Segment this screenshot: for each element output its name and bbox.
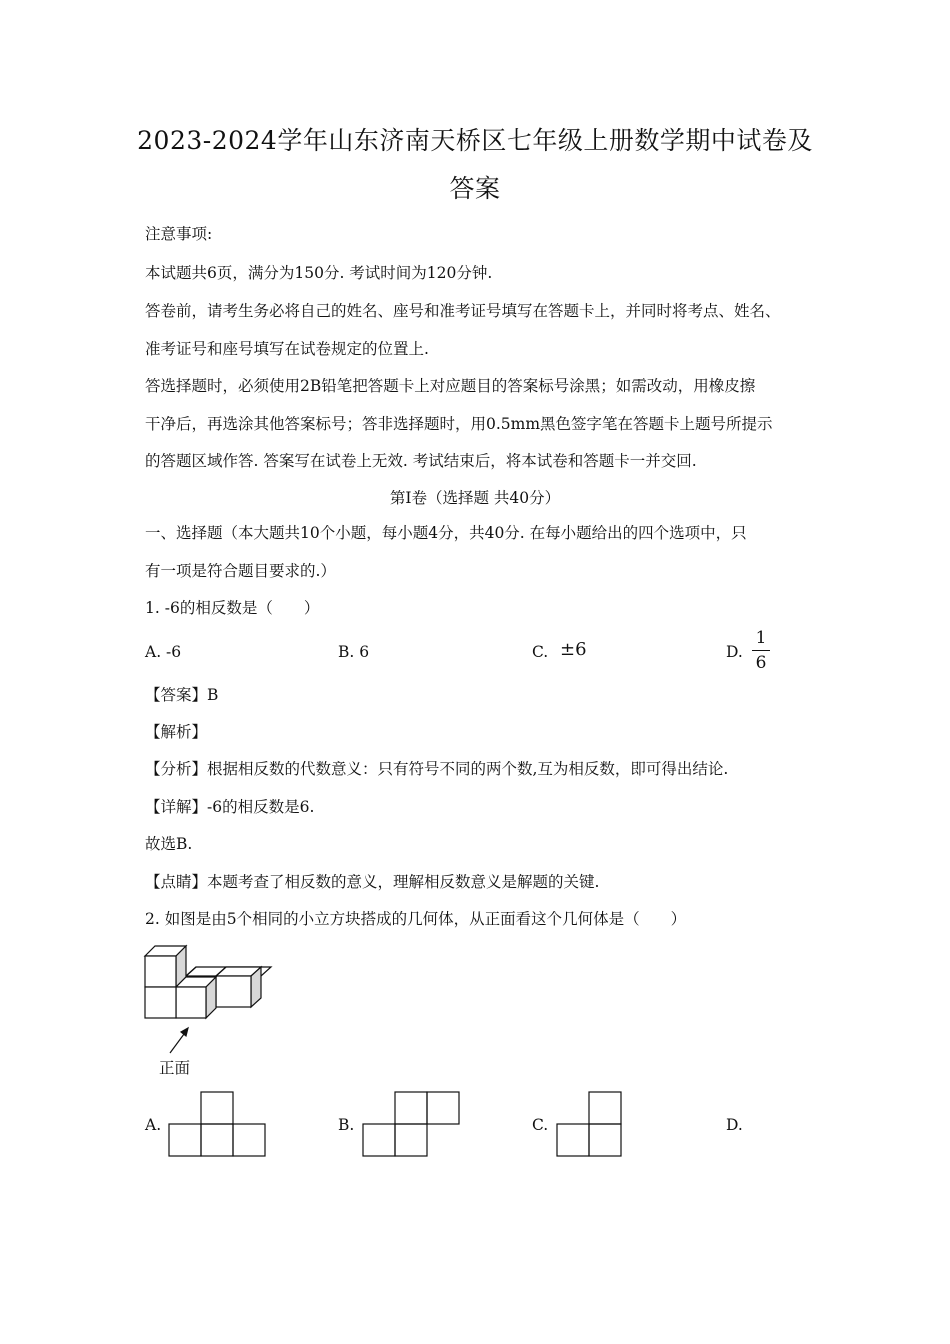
q2-option-b-label: B.: [338, 1116, 355, 1134]
notes-line-4: 答选择题时，必须使用2B铅笔把答题卡上对应题目的答案标号涂黑；如需改动，用橡皮擦: [145, 377, 756, 395]
q2-option-a-label: A.: [145, 1116, 162, 1134]
q1-option-a: A. -6: [145, 643, 182, 661]
notes-line-3: 准考证号和座号填写在试卷规定的位置上.: [145, 340, 429, 358]
notes-line-1: 本试题共6页，满分为150分. 考试时间为120分钟.: [145, 264, 493, 282]
q1-guxuan: 故选B.: [145, 835, 193, 853]
q1-option-d-label: D.: [726, 643, 743, 661]
section-intro-1: 一、选择题（本大题共10个小题，每小题4分，共40分. 在每小题给出的四个选项中，只: [145, 524, 747, 542]
section-intro-2: 有一项是符合题目要求的.）: [145, 562, 336, 580]
q1-analysis-heading: 【解析】: [145, 723, 208, 741]
q1-option-c-value: ±6: [560, 639, 587, 660]
q2-option-c-label: C.: [532, 1116, 549, 1134]
q2-option-d-label: D.: [726, 1116, 743, 1134]
notes-line-5: 干净后，再选涂其他答案标号；答非选择题时，用0.5mm黑色签字笔在答题卡上题号所提示: [145, 415, 773, 433]
section-title: 第I卷（选择题 共40分）: [389, 489, 561, 507]
q2-front-label: 正面: [159, 1059, 191, 1077]
q1-answer: 【答案】B: [145, 686, 219, 704]
document-title-line-1: 2023-2024学年山东济南天桥区七年级上册数学期中试卷及: [137, 126, 813, 155]
q1-option-d-fraction: [752, 628, 770, 673]
q2-option-b-figure: [362, 1091, 462, 1157]
fraction-denominator: 6: [755, 653, 767, 673]
q1-dianjing: 【点睛】本题考查了相反数的意义，理解相反数意义是解题的关键.: [145, 873, 600, 891]
fraction-numerator: 1: [755, 628, 767, 648]
q1-stem: 1. -6的相反数是（ ）: [145, 599, 320, 617]
q1-option-c-label: C.: [532, 643, 549, 661]
fraction-bar: [752, 650, 770, 651]
q2-option-a-figure: [168, 1091, 268, 1157]
q1-option-b: B. 6: [338, 643, 370, 661]
q1-fenxi: 【分析】根据相反数的代数意义：只有符号不同的两个数,互为相反数，即可得出结论.: [145, 760, 729, 778]
q2-option-c-figure: [556, 1091, 626, 1157]
notes-line-2: 答卷前，请考生务必将自己的姓名、座号和准考证号填写在答题卡上，并同时将考点、姓名、: [145, 302, 781, 320]
notes-line-6: 的答题区域作答. 答案写在试卷上无效. 考试结束后，将本试卷和答题卡一并交回.: [145, 452, 697, 470]
q1-xiangjie: 【详解】-6的相反数是6.: [145, 798, 315, 816]
q2-cube-figure: [140, 940, 270, 1055]
document-title-line-2: 答案: [449, 174, 501, 203]
q2-stem: 2. 如图是由5个相同的小立方块搭成的几何体，从正面看这个几何体是（ ）: [145, 910, 687, 928]
notes-heading: 注意事项:: [145, 225, 213, 243]
